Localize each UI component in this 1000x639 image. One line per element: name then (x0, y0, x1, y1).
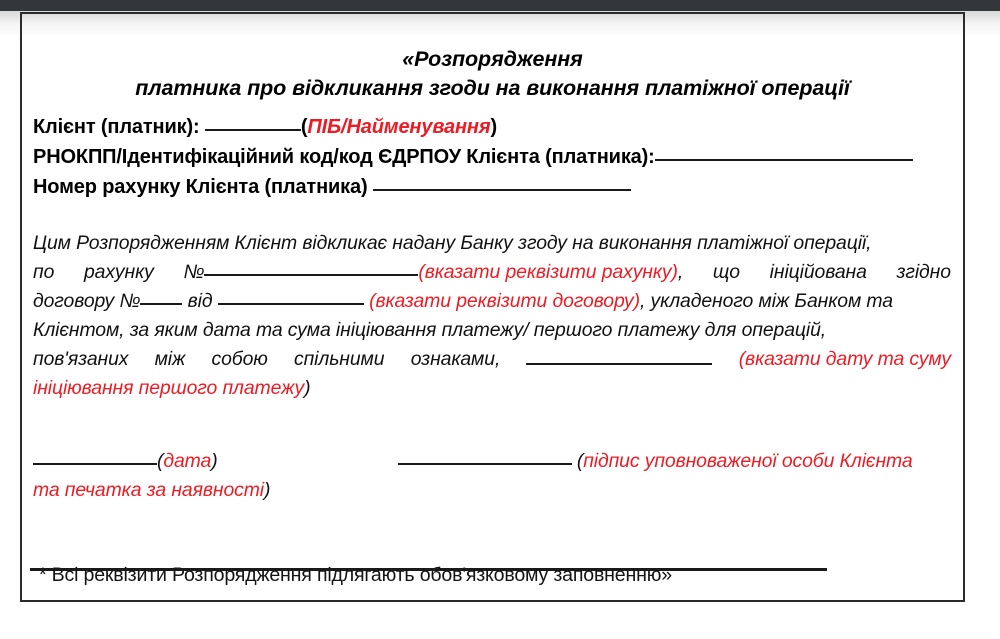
contract-date-input[interactable] (218, 289, 364, 305)
account-number-row (33, 172, 963, 202)
body-line-4: Клієнтом, за яким дата та сума ініціювання платежу/ першого платежу для операцій, (33, 319, 827, 341)
signature-hint-open: ( (576, 450, 584, 472)
body-paragraph (22, 229, 963, 403)
body-line-5 (33, 345, 951, 374)
bottom-divider (30, 568, 827, 571)
signature-row-1 (33, 447, 951, 476)
body-line-2-word-3: що (712, 261, 740, 283)
date-input[interactable] (33, 449, 157, 465)
tax-code-label: РНОКПП/Ідентифікаційний код/код ЄДРПОУ Клієнта (платника): (33, 146, 655, 168)
client-name-hint-close: ) (490, 116, 497, 138)
body-line-2 (33, 258, 951, 287)
document-content (22, 14, 963, 600)
date-hint-open: ( (157, 450, 164, 472)
date-hint-close: ) (211, 450, 218, 472)
account-details-hint: (вказати реквізити рахунку) (418, 261, 678, 283)
contract-label: договору (33, 290, 115, 312)
contract-details-hint: (вказати реквізити договору) (369, 290, 640, 312)
body-line-6 (33, 374, 951, 403)
body-line-2-word-2: рахунку (83, 261, 154, 283)
tax-code-input[interactable] (655, 145, 913, 161)
title-line-2: платника про відкликання згоди на виконання платіжної операції (135, 76, 850, 100)
body-line-3-tail: , укладеного між Банком та (639, 290, 893, 312)
tax-code-row (33, 142, 963, 172)
signature-input[interactable] (398, 449, 572, 465)
body-line-2-comma: , (677, 261, 684, 283)
document-page (20, 12, 965, 602)
signature-hint-line-2: та печатка за наявності (33, 479, 264, 501)
contract-date-label: від (187, 290, 213, 312)
signature-hint-close: ) (263, 479, 271, 501)
body-line-3 (33, 287, 951, 316)
signature-row-2 (33, 476, 951, 505)
date-hint: дата (163, 450, 212, 472)
body-line-5-word-4: спільними (294, 348, 385, 370)
client-name-input[interactable] (205, 115, 301, 131)
body-line-5-word-1: пов'язаних (33, 348, 129, 370)
title-line-1: «Розпорядження (402, 47, 583, 71)
document-title (22, 45, 963, 103)
client-name-label: Клієнт (платник): (33, 116, 200, 138)
browser-top-bar (0, 0, 1000, 11)
contract-number-group (119, 290, 182, 312)
first-payment-input[interactable] (526, 349, 712, 365)
account-number-label: Номер рахунку Клієнта (платника) (33, 176, 368, 198)
body-line-5-word-2: між (154, 348, 186, 370)
body-line-2-word-1: по (33, 261, 55, 283)
contract-number-sign: № (119, 290, 141, 312)
body-line-5-word-3: собою (211, 348, 268, 370)
body-line-2-word-5: згідно (896, 261, 951, 283)
account-details-input[interactable] (204, 260, 418, 276)
body-line-1: Цим Розпорядженням Клієнт відкликає надану Банку згоду на виконання платіжної операції, (33, 232, 872, 254)
body-line-2-word-4: ініційована (769, 261, 867, 283)
signature-hint-line-1: підпис уповноваженої особи Клієнта (583, 450, 913, 472)
first-payment-hint-close: ) (304, 377, 311, 399)
client-name-hint: ПІБ/Найменування (307, 116, 491, 138)
footer-note: * Всі реквізити Розпорядження підлягають обов'язковому заповненню» (39, 564, 672, 586)
first-payment-hint-part1: (вказати дату та суму (738, 348, 951, 370)
footer-note-block (22, 562, 963, 588)
body-line-5-word-5: ознаками, (410, 348, 501, 370)
contract-number-input[interactable] (140, 289, 182, 305)
body-line-2-number-sign: № (183, 261, 205, 283)
client-name-row (33, 112, 963, 142)
identification-block (22, 112, 963, 202)
first-payment-hint-part2: ініціювання першого платежу (33, 377, 305, 399)
signature-block (22, 447, 963, 505)
account-number-input[interactable] (373, 175, 631, 191)
body-line-2-account-group (183, 258, 683, 287)
client-name-hint-open: ( (300, 116, 308, 138)
